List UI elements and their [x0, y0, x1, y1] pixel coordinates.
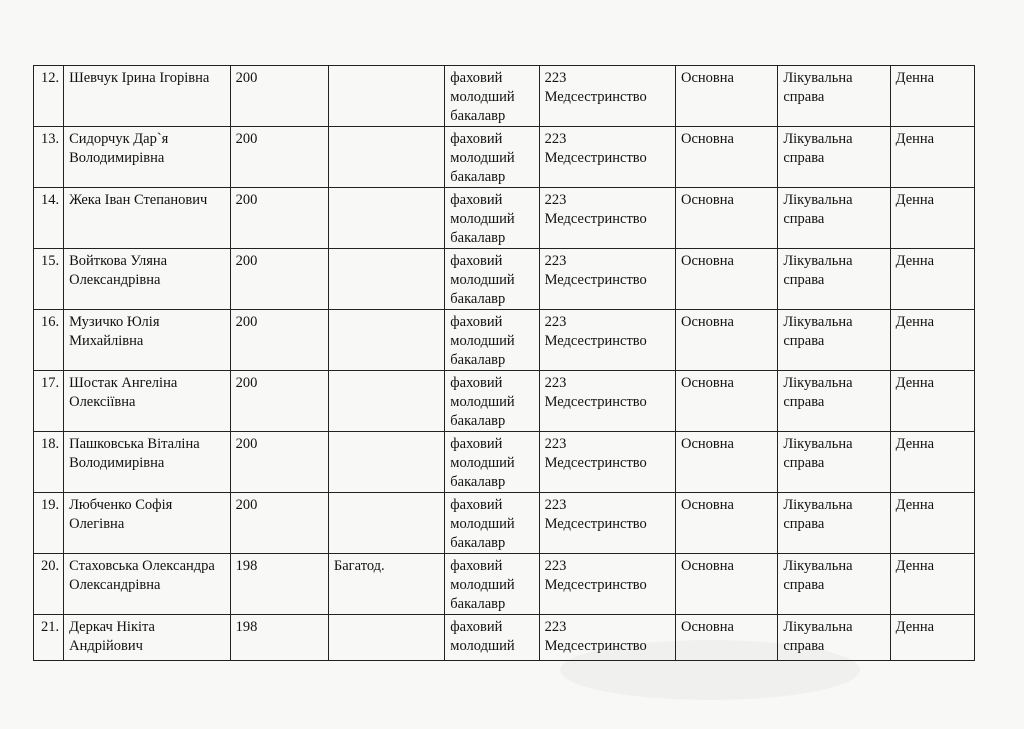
- program-cell: Лікувальна справа: [778, 615, 890, 661]
- study-form-cell: Денна: [890, 310, 974, 371]
- table-row: [34, 310, 975, 371]
- note-cell: [328, 371, 444, 432]
- note-cell: [328, 432, 444, 493]
- table-row: [34, 432, 975, 493]
- table-row: [34, 615, 975, 661]
- specialty-cell: 223 Медсестринство: [539, 66, 675, 127]
- score-cell: 200: [230, 310, 328, 371]
- specialty-cell: 223 Медсестринство: [539, 432, 675, 493]
- study-form-cell: Денна: [890, 188, 974, 249]
- applicant-name-cell: Сидорчук Дар`я Володимирівна: [64, 127, 231, 188]
- education-level-cell: фаховий молодший: [445, 615, 539, 661]
- specialty-cell: 223 Медсестринство: [539, 554, 675, 615]
- specialty-cell: 223 Медсестринство: [539, 188, 675, 249]
- score-cell: 200: [230, 371, 328, 432]
- row-number-cell: 17.: [34, 371, 64, 432]
- basis-cell: Основна: [676, 371, 778, 432]
- basis-cell: Основна: [676, 554, 778, 615]
- score-cell: 200: [230, 188, 328, 249]
- specialty-cell: 223 Медсестринство: [539, 371, 675, 432]
- basis-cell: Основна: [676, 432, 778, 493]
- row-number-cell: 19.: [34, 493, 64, 554]
- study-form-cell: Денна: [890, 615, 974, 661]
- education-level-cell: фаховий молодший бакалавр: [445, 188, 539, 249]
- score-cell: 200: [230, 66, 328, 127]
- program-cell: Лікувальна справа: [778, 554, 890, 615]
- note-cell: [328, 127, 444, 188]
- study-form-cell: Денна: [890, 66, 974, 127]
- score-cell: 200: [230, 432, 328, 493]
- program-cell: Лікувальна справа: [778, 493, 890, 554]
- basis-cell: Основна: [676, 127, 778, 188]
- education-level-cell: фаховий молодший бакалавр: [445, 310, 539, 371]
- study-form-cell: Денна: [890, 554, 974, 615]
- study-form-cell: Денна: [890, 127, 974, 188]
- applicant-name-cell: Шевчук Ірина Ігорівна: [64, 66, 231, 127]
- specialty-cell: 223 Медсестринство: [539, 127, 675, 188]
- program-cell: Лікувальна справа: [778, 249, 890, 310]
- education-level-cell: фаховий молодший бакалавр: [445, 371, 539, 432]
- program-cell: Лікувальна справа: [778, 127, 890, 188]
- row-number-cell: 21.: [34, 615, 64, 661]
- row-number-cell: 12.: [34, 66, 64, 127]
- score-cell: 200: [230, 249, 328, 310]
- applicants-table: [33, 65, 975, 661]
- basis-cell: Основна: [676, 249, 778, 310]
- applicant-name-cell: Стаховська Олександра Олександрівна: [64, 554, 231, 615]
- row-number-cell: 14.: [34, 188, 64, 249]
- basis-cell: Основна: [676, 188, 778, 249]
- row-number-cell: 16.: [34, 310, 64, 371]
- education-level-cell: фаховий молодший бакалавр: [445, 493, 539, 554]
- note-cell: [328, 310, 444, 371]
- specialty-cell: 223 Медсестринство: [539, 493, 675, 554]
- note-cell: [328, 615, 444, 661]
- note-cell: [328, 493, 444, 554]
- basis-cell: Основна: [676, 493, 778, 554]
- study-form-cell: Денна: [890, 249, 974, 310]
- note-cell: [328, 249, 444, 310]
- study-form-cell: Денна: [890, 493, 974, 554]
- score-cell: 200: [230, 493, 328, 554]
- program-cell: Лікувальна справа: [778, 188, 890, 249]
- education-level-cell: фаховий молодший бакалавр: [445, 66, 539, 127]
- note-cell: [328, 66, 444, 127]
- applicant-name-cell: Жека Іван Степанович: [64, 188, 231, 249]
- program-cell: Лікувальна справа: [778, 371, 890, 432]
- table-row: [34, 188, 975, 249]
- basis-cell: Основна: [676, 615, 778, 661]
- applicant-name-cell: Войткова Уляна Олександрівна: [64, 249, 231, 310]
- score-cell: 198: [230, 615, 328, 661]
- specialty-cell: 223 Медсестринство: [539, 615, 675, 661]
- program-cell: Лікувальна справа: [778, 66, 890, 127]
- applicant-name-cell: Деркач Нікіта Андрійович: [64, 615, 231, 661]
- specialty-cell: 223 Медсестринство: [539, 310, 675, 371]
- table-row: [34, 66, 975, 127]
- score-cell: 198: [230, 554, 328, 615]
- applicant-name-cell: Пашковська Віталіна Володимирівна: [64, 432, 231, 493]
- row-number-cell: 13.: [34, 127, 64, 188]
- table-row: [34, 249, 975, 310]
- table-row: [34, 493, 975, 554]
- specialty-cell: 223 Медсестринство: [539, 249, 675, 310]
- program-cell: Лікувальна справа: [778, 432, 890, 493]
- table-row: [34, 371, 975, 432]
- applicant-name-cell: Шостак Ангеліна Олексіївна: [64, 371, 231, 432]
- score-cell: 200: [230, 127, 328, 188]
- table-row: [34, 554, 975, 615]
- table-row: [34, 127, 975, 188]
- education-level-cell: фаховий молодший бакалавр: [445, 249, 539, 310]
- study-form-cell: Денна: [890, 432, 974, 493]
- basis-cell: Основна: [676, 66, 778, 127]
- education-level-cell: фаховий молодший бакалавр: [445, 432, 539, 493]
- table-body: [34, 66, 975, 661]
- education-level-cell: фаховий молодший бакалавр: [445, 554, 539, 615]
- note-cell: [328, 188, 444, 249]
- program-cell: Лікувальна справа: [778, 310, 890, 371]
- education-level-cell: фаховий молодший бакалавр: [445, 127, 539, 188]
- row-number-cell: 20.: [34, 554, 64, 615]
- row-number-cell: 18.: [34, 432, 64, 493]
- applicant-name-cell: Любченко Софія Олегівна: [64, 493, 231, 554]
- note-cell: Багатод.: [328, 554, 444, 615]
- applicant-name-cell: Музичко Юлія Михайлівна: [64, 310, 231, 371]
- study-form-cell: Денна: [890, 371, 974, 432]
- basis-cell: Основна: [676, 310, 778, 371]
- row-number-cell: 15.: [34, 249, 64, 310]
